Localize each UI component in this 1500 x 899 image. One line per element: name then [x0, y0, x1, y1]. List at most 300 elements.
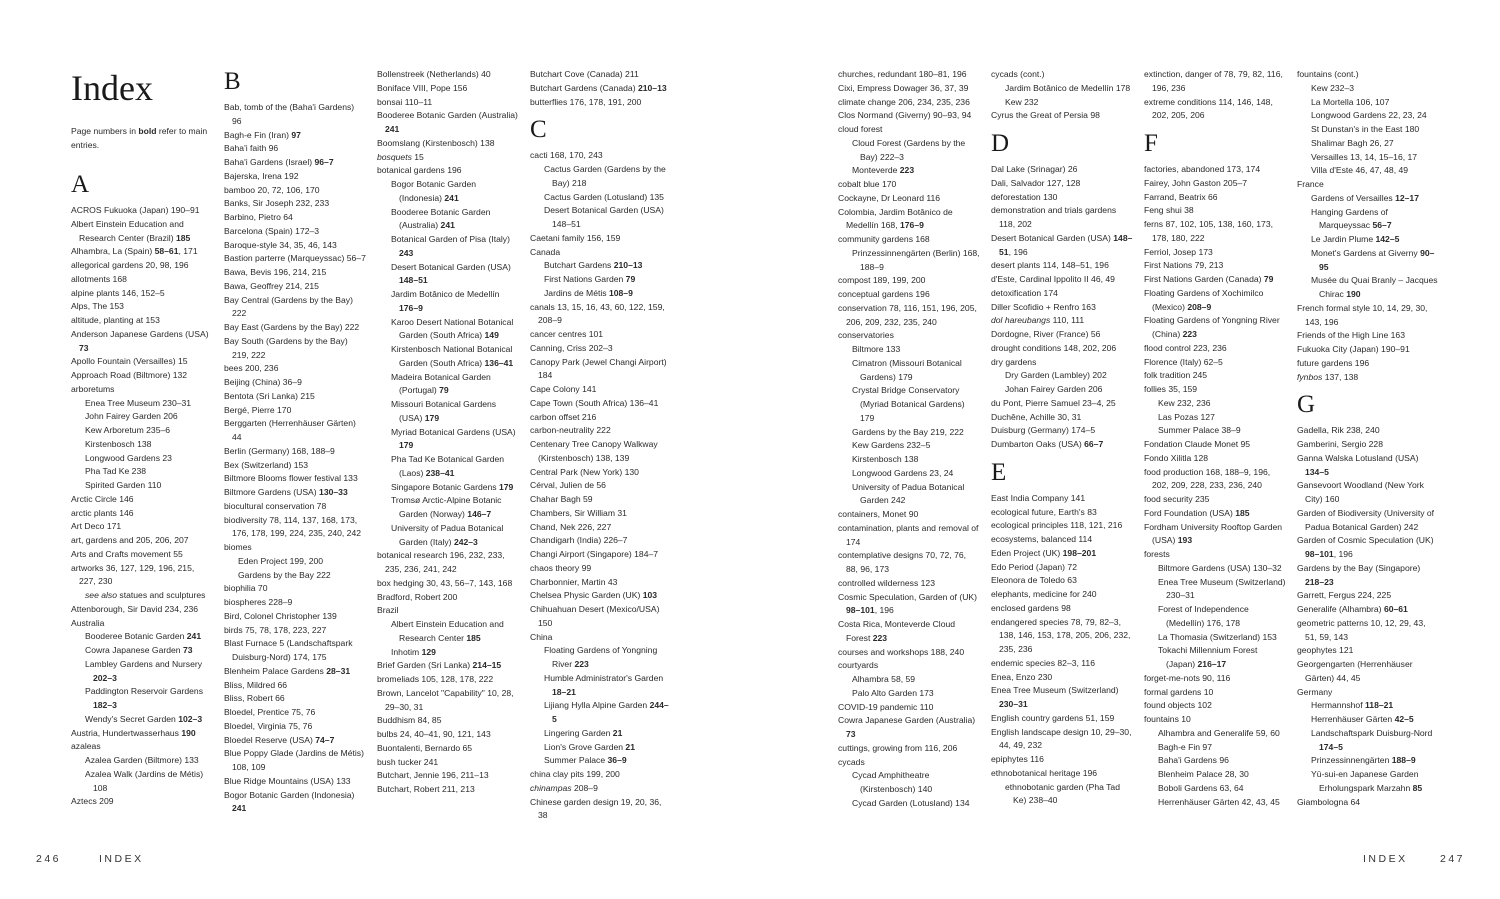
main-entry-page: 241	[232, 803, 247, 814]
entry-text: Alps, The 153	[71, 301, 124, 312]
index-subentry	[377, 343, 519, 371]
left-page-number: 246	[36, 853, 62, 865]
index-subentry	[71, 410, 213, 424]
index-entry	[991, 533, 1133, 547]
index-subentry	[1297, 123, 1439, 137]
main-entry-page: 60–61	[1383, 604, 1408, 614]
entry-text: fountains (cont.)	[1297, 69, 1359, 79]
entry-text: forget-me-nots 90, 116	[1144, 672, 1231, 683]
index-entry	[991, 726, 1133, 754]
index-subentry	[1297, 247, 1439, 275]
section-letter: E	[991, 458, 1007, 486]
index-entry	[991, 506, 1133, 520]
index-subentry	[1144, 397, 1286, 411]
index-entry	[1144, 177, 1286, 191]
index-entry	[224, 500, 366, 514]
index-entry	[530, 342, 672, 356]
entry-text: Longwood Gardens 22, 23, 24	[1311, 110, 1427, 121]
index-entry	[71, 383, 213, 397]
index-entry	[1144, 507, 1286, 521]
entry-text: Florence (Italy) 62–5	[1144, 356, 1223, 367]
entry-text: contamination, plants and removal of 174	[838, 522, 979, 547]
index-entry	[71, 218, 213, 246]
index-entry	[1144, 259, 1286, 273]
index-entry	[530, 493, 672, 507]
main-entry-page: 21	[612, 727, 623, 738]
entry-text: Friends of the High Line 163	[1297, 330, 1405, 341]
index-note-text: Page numbers in	[71, 126, 139, 136]
entry-text: courtyards	[838, 660, 879, 671]
main-entry-page: 79	[625, 274, 636, 284]
entry-text: follies 35, 159	[1144, 384, 1198, 394]
entry-text: compost 189, 199, 200	[838, 275, 926, 286]
index-entry	[1297, 603, 1439, 617]
entry-text: Paddington Reservoir Gardens	[85, 686, 203, 697]
entry-text: conservatories	[838, 330, 894, 341]
entry-text: conceptual gardens 196	[838, 289, 930, 299]
index-subentry	[1297, 137, 1439, 151]
index-entry	[1144, 521, 1286, 549]
index-subentry	[377, 481, 519, 495]
entry-text: forests	[1144, 549, 1170, 559]
entry-text: Butchart Gardens	[544, 260, 614, 271]
index-entry	[1144, 713, 1286, 727]
index-subentry	[1144, 603, 1286, 631]
main-entry-page: 130–33	[319, 487, 348, 497]
entry-text: Bradford, Robert 200	[377, 591, 458, 602]
index-column-5	[838, 68, 980, 811]
index-entry	[1144, 204, 1286, 218]
entry-text: Enea Tree Museum (Switzerland) 230–31	[1158, 576, 1286, 601]
index-subentry	[530, 259, 672, 273]
entry-text: Generalife (Alhambra)	[1297, 604, 1384, 614]
entry-text: Georgengarten (Herrenhäuser Gärten) 44, 45	[1297, 659, 1413, 683]
entry-text: Central Park (New York) 130	[530, 466, 639, 477]
index-subentry	[71, 754, 213, 768]
index-subentry	[377, 522, 519, 550]
main-entry-page: 176–9	[399, 302, 423, 313]
index-entry	[71, 617, 213, 631]
entry-text: Centenary Tree Canopy Walkway (Kirstenbosch) 138, 139	[530, 439, 658, 463]
entry-text: Versailles 13, 14, 15–16, 17	[1311, 151, 1418, 162]
entry-text: detoxification 174	[991, 287, 1058, 298]
index-subentry	[1297, 233, 1439, 247]
index-entry	[1297, 452, 1439, 480]
main-entry-page: 230–31	[999, 699, 1028, 709]
entry-text: Azalea Garden (Biltmore) 133	[85, 755, 199, 765]
entry-text: Musée du Quai Branly – Jacques Chirac	[1311, 275, 1438, 299]
index-note-text-end: refer to main entries.	[71, 126, 208, 150]
index-subentry	[377, 178, 519, 206]
index-column-3	[377, 68, 519, 797]
entry-text: d'Este, Cardinal Ippolito II 46, 49	[991, 274, 1115, 284]
entry-text: Bay Central (Gardens by the Bay) 222	[224, 294, 353, 319]
index-entry	[224, 184, 366, 198]
entry-text: University of Padua Botanical Garden 242	[852, 481, 965, 506]
main-entry-page: 190	[1346, 289, 1361, 299]
entry-text: azaleas	[71, 741, 101, 752]
entry-text: Baroque-style 34, 35, 46, 143	[224, 239, 337, 250]
index-entry	[838, 206, 980, 234]
index-entry	[991, 204, 1133, 232]
main-entry-page: 243	[399, 247, 414, 258]
index-entry	[530, 466, 672, 480]
entry-text: Ferriol, Josep 173	[1144, 246, 1213, 257]
index-entry	[838, 646, 980, 660]
index-entry	[71, 493, 213, 507]
entry-text: Butchart Gardens (Canada)	[530, 82, 638, 93]
index-entry	[530, 96, 672, 110]
entry-text: endangered species 78, 79, 82–3, 138, 146, 153, 178, 205, 206, 232, 235, 236	[991, 616, 1131, 654]
index-entry	[530, 548, 672, 562]
index-subentry	[1144, 782, 1286, 796]
entry-text: churches, redundant 180–81, 196	[838, 69, 967, 79]
entry-text: Buontalenti, Bernardo 65	[377, 742, 473, 753]
index-subentry	[377, 288, 519, 316]
index-entry	[991, 657, 1133, 671]
index-entry	[377, 82, 519, 96]
entry-text: Austria, Hundertwasserhaus	[71, 727, 182, 738]
index-entry	[224, 170, 366, 184]
index-entry	[991, 356, 1133, 370]
entry-text: Feng shui 38	[1144, 205, 1194, 216]
entry-text: Cowra Japanese Garden (Australia)	[838, 715, 976, 726]
italic-term: see also	[85, 590, 118, 600]
index-subentry	[838, 687, 980, 701]
index-entry	[1144, 246, 1286, 260]
index-subentry	[530, 287, 672, 301]
index-entry	[991, 411, 1133, 425]
index-entry	[1144, 342, 1286, 356]
index-entry	[224, 541, 366, 555]
entry-text: Kirstenbosch 138	[85, 438, 152, 449]
index-subentry	[530, 672, 672, 700]
entry-text: Buddhism 84, 85	[377, 715, 442, 726]
index-entry	[530, 631, 672, 645]
index-entry	[530, 562, 672, 576]
entry-text: Chand, Nek 226, 227	[530, 521, 612, 532]
main-entry-page: 36–9	[607, 755, 627, 766]
index-entry	[991, 342, 1133, 356]
index-entry	[838, 618, 980, 646]
entry-text: Garrett, Fergus 224, 225	[1297, 590, 1392, 601]
entry-text: Bastion parterre (Marqueyssac) 56–7	[224, 253, 366, 264]
entry-text: Madeira Botanical Garden (Portugal)	[391, 371, 491, 396]
entry-text: Palo Alto Garden 173	[852, 687, 934, 698]
index-entry	[224, 445, 366, 459]
entry-text: Barbino, Pietro 64	[224, 212, 293, 222]
index-entry	[530, 782, 672, 796]
index-column-4	[530, 68, 672, 823]
index-entry	[991, 712, 1133, 726]
index-entry	[224, 789, 366, 817]
index-entry	[71, 355, 213, 369]
index-entry	[1144, 452, 1286, 466]
index-entry	[224, 706, 366, 720]
index-entry	[224, 624, 366, 638]
index-subentry	[1297, 754, 1439, 768]
entry-text: ethnobotanical heritage 196	[991, 767, 1098, 778]
section-letter: F	[1144, 130, 1158, 157]
entry-text: Booderee Botanic Garden (Australia)	[391, 206, 491, 231]
index-entry	[224, 239, 366, 253]
entry-text: Bogor Botanic Garden (Indonesia)	[391, 179, 477, 203]
index-entry	[530, 411, 672, 425]
index-subentry	[1144, 768, 1286, 782]
entry-text: Fukuoka City (Japan) 190–91	[1297, 344, 1410, 354]
entry-text: Eden Project (UK)	[991, 547, 1063, 558]
index-subentry	[530, 741, 672, 755]
entry-text: Booderee Botanic Garden	[85, 631, 187, 642]
entry-text: Cockayne, Dr Leonard 116	[838, 192, 941, 203]
entry-text: Duisburg (Germany) 174–5	[991, 425, 1096, 436]
index-column-1	[71, 164, 213, 809]
index-entry	[224, 582, 366, 596]
entry-text: Karoo Desert National Botanical Garden (South Africa)	[391, 316, 514, 341]
index-entry	[530, 397, 672, 411]
index-subentry	[530, 163, 672, 191]
entry-text: Bloedel, Prentice 75, 76	[224, 707, 316, 717]
entry-text: cobalt blue 170	[838, 179, 897, 189]
main-entry-page: 103	[642, 590, 658, 601]
entry-text: Kirstenbosch 138	[852, 454, 919, 464]
entry-text: Gamberini, Sergio 228	[1297, 439, 1383, 449]
entry-text: bees 200, 236	[224, 363, 279, 374]
entry-text: Cactus Garden (Gardens by the Bay) 218	[544, 164, 666, 188]
entry-text: Cowra Japanese Garden	[85, 645, 183, 655]
index-subentry	[1297, 206, 1439, 234]
entry-text: folk tradition 245	[1144, 370, 1208, 381]
index-subentry	[1144, 796, 1286, 810]
entry-text: Blenheim Palace 28, 30	[1158, 769, 1249, 779]
entry-text: deforestation 130	[991, 191, 1058, 202]
entry-text: Enea, Enzo 230	[991, 671, 1053, 682]
index-entry	[1144, 218, 1286, 246]
index-entry	[1297, 796, 1439, 810]
entry-text: Spirited Garden 110	[85, 480, 162, 490]
entry-text: Dry Garden (Lambley) 202	[1005, 370, 1107, 381]
index-subentry	[838, 426, 980, 440]
entry-text: Pha Tad Ke Botanical Garden (Laos)	[391, 454, 505, 478]
entry-text: Lion's Grove Garden	[544, 741, 626, 752]
entry-text: artworks 36, 127, 129, 196, 215, 227, 230	[71, 562, 195, 587]
entry-text: COVID-19 pandemic 110	[838, 701, 934, 712]
main-entry-page: 142–5	[1375, 234, 1400, 244]
index-entry	[530, 521, 672, 535]
index-entry	[1297, 589, 1439, 603]
entry-text: cancer centres 101	[530, 329, 604, 339]
index-entry	[224, 637, 366, 665]
entry-text: 110, 111	[1050, 315, 1085, 326]
index-entry	[991, 602, 1133, 616]
entry-text: Gardens by the Bay 222	[238, 569, 331, 580]
entry-text: Canada	[530, 246, 561, 257]
index-entry	[1297, 479, 1439, 507]
index-entry	[838, 701, 980, 715]
index-subentry	[377, 398, 519, 426]
index-entry	[1144, 163, 1286, 177]
index-entry	[991, 314, 1133, 328]
entry-text: arctic plants 146	[71, 507, 134, 518]
entry-text: cycads	[838, 756, 865, 767]
main-entry-page: 18–21	[552, 686, 576, 697]
index-entry	[530, 479, 672, 493]
main-entry-page: 108–9	[608, 287, 633, 298]
entry-text: geometric patterns 10, 12, 29, 43, 51, 59, 143	[1297, 617, 1426, 642]
entry-text: English country gardens 51, 159	[991, 712, 1115, 723]
main-entry-page: 185	[466, 632, 481, 643]
main-entry-page: 210–13	[637, 82, 667, 93]
entry-text: climate change 206, 234, 235, 236	[838, 96, 970, 107]
entry-text: Dumbarton Oaks (USA)	[991, 439, 1085, 449]
index-entry	[71, 287, 213, 301]
index-subentry	[1297, 274, 1439, 302]
index-entry	[991, 519, 1133, 533]
index-entry	[377, 673, 519, 687]
index-subentry	[838, 384, 980, 425]
index-subentry	[530, 191, 672, 205]
entry-text: ferns 87, 102, 105, 138, 160, 173, 178, 180, 222	[1144, 219, 1274, 243]
index-entry	[991, 574, 1133, 588]
index-entry	[1297, 68, 1439, 82]
entry-text: flood control 223, 236	[1144, 342, 1227, 353]
main-entry-page: 134–5	[1305, 466, 1329, 477]
entry-text: statues and sculptures	[117, 590, 206, 600]
index-subentry	[377, 261, 519, 289]
entry-text: Bawa, Geoffrey 214, 215	[224, 280, 319, 291]
entry-text: Giambologna 64	[1297, 796, 1361, 807]
index-entry	[224, 679, 366, 693]
entry-text: , 196	[874, 605, 894, 616]
main-entry-page: 12–17	[1395, 192, 1419, 203]
index-subentry	[991, 96, 1133, 110]
entry-text: Summer Palace 38–9	[1158, 425, 1241, 436]
index-entry	[71, 740, 213, 754]
index-subentry	[71, 713, 213, 727]
index-subentry	[1297, 151, 1439, 165]
entry-text: Longwood Gardens 23	[85, 452, 172, 463]
index-entry	[224, 596, 366, 610]
index-entry	[377, 109, 519, 137]
index-subentry	[224, 555, 366, 569]
entry-text: Villa d'Este 46, 47, 48, 49	[1311, 165, 1409, 176]
main-entry-page: 210–13	[613, 260, 643, 271]
entry-text: Art Deco 171	[71, 521, 122, 532]
main-entry-page: 241	[444, 192, 459, 203]
entry-text: Humble Administrator's Garden	[544, 672, 664, 683]
index-entry	[838, 522, 980, 550]
index-entry	[377, 549, 519, 577]
index-subentry	[1144, 727, 1286, 741]
entry-text: Jardim Botânico de Medellín 178	[1005, 82, 1131, 93]
index-entry	[224, 404, 366, 418]
entry-text: Farrand, Beatrix 66	[1144, 191, 1218, 202]
index-subentry	[377, 371, 519, 399]
entry-text: bulbs 24, 40–41, 90, 121, 143	[377, 729, 491, 739]
entry-text: Beijing (China) 36–9	[224, 377, 302, 387]
index-entry	[991, 438, 1133, 452]
index-entry	[224, 362, 366, 376]
index-entry	[224, 280, 366, 294]
index-entry	[1144, 356, 1286, 370]
entry-text: Bay South (Gardens by the Bay) 219, 222	[224, 335, 348, 360]
index-entry	[530, 246, 672, 260]
index-entry	[1144, 466, 1286, 494]
index-entry	[1144, 493, 1286, 507]
index-subentry	[530, 699, 672, 727]
main-entry-page: 98–101	[846, 605, 875, 616]
index-entry	[377, 687, 519, 715]
entry-text: formal gardens 10	[1144, 686, 1214, 697]
main-entry-page: 208–9	[1187, 301, 1212, 312]
main-entry-page: 148–51	[399, 275, 428, 286]
main-entry-page: 129	[421, 646, 436, 657]
index-subentry	[1297, 109, 1439, 123]
index-entry	[377, 96, 519, 110]
index-entry	[991, 767, 1133, 781]
index-entry	[224, 142, 366, 156]
entry-text: Alhambra 58, 59	[852, 674, 916, 684]
entry-text: Wendy's Secret Garden	[85, 713, 179, 724]
entry-text: Albert Einstein Education and Research Center (Brazil)	[71, 218, 184, 243]
main-entry-page: 66–7	[1084, 439, 1104, 449]
index-entry	[224, 211, 366, 225]
index-entry	[224, 610, 366, 624]
index-subentry	[377, 233, 519, 261]
index-entry	[1297, 178, 1439, 192]
index-subentry	[838, 769, 980, 797]
index-entry	[71, 507, 213, 521]
entry-text: Inhotim	[391, 646, 422, 657]
entry-text: Aztecs 209	[71, 796, 114, 807]
entry-text: Cape Colony 141	[530, 384, 597, 394]
index-entry	[838, 508, 980, 522]
section-letter: G	[1297, 391, 1316, 419]
index-entry	[991, 232, 1133, 260]
entry-text: Landschaftspark Duisburg-Nord	[1311, 727, 1433, 738]
index-subentry	[71, 424, 213, 438]
index-subentry	[1144, 754, 1286, 768]
entry-text: Diller Scofidio + Renfro 163	[991, 301, 1096, 312]
index-entry	[991, 492, 1133, 506]
index-entry	[71, 314, 213, 328]
index-subentry	[71, 479, 213, 493]
index-subentry	[1144, 644, 1286, 672]
index-entry	[377, 756, 519, 770]
entry-text: Gardens by the Bay 219, 222	[852, 426, 964, 437]
index-entry	[377, 591, 519, 605]
index-subentry	[530, 204, 672, 232]
index-entry	[838, 302, 980, 330]
index-entry	[224, 514, 366, 542]
index-subentry	[71, 589, 213, 603]
entry-text: Crystal Bridge Conservatory (Myriad Botanical Gardens) 179	[852, 385, 965, 423]
entry-text: Bagh-e Fin (Iran)	[224, 129, 292, 140]
index-entry	[991, 109, 1133, 123]
index-entry	[224, 294, 366, 322]
index-entry	[530, 796, 672, 824]
entry-text: Fondation Claude Monet 95	[1144, 439, 1251, 449]
index-entry	[1297, 329, 1439, 343]
entry-text: Desert Botanical Garden (USA)	[991, 232, 1114, 243]
index-entry	[224, 321, 366, 335]
index-subentry	[71, 465, 213, 479]
index-entry	[377, 68, 519, 82]
index-entry	[838, 178, 980, 192]
index-entry	[71, 204, 213, 218]
index-entry	[1297, 302, 1439, 330]
right-page-number: 247	[1440, 853, 1466, 865]
